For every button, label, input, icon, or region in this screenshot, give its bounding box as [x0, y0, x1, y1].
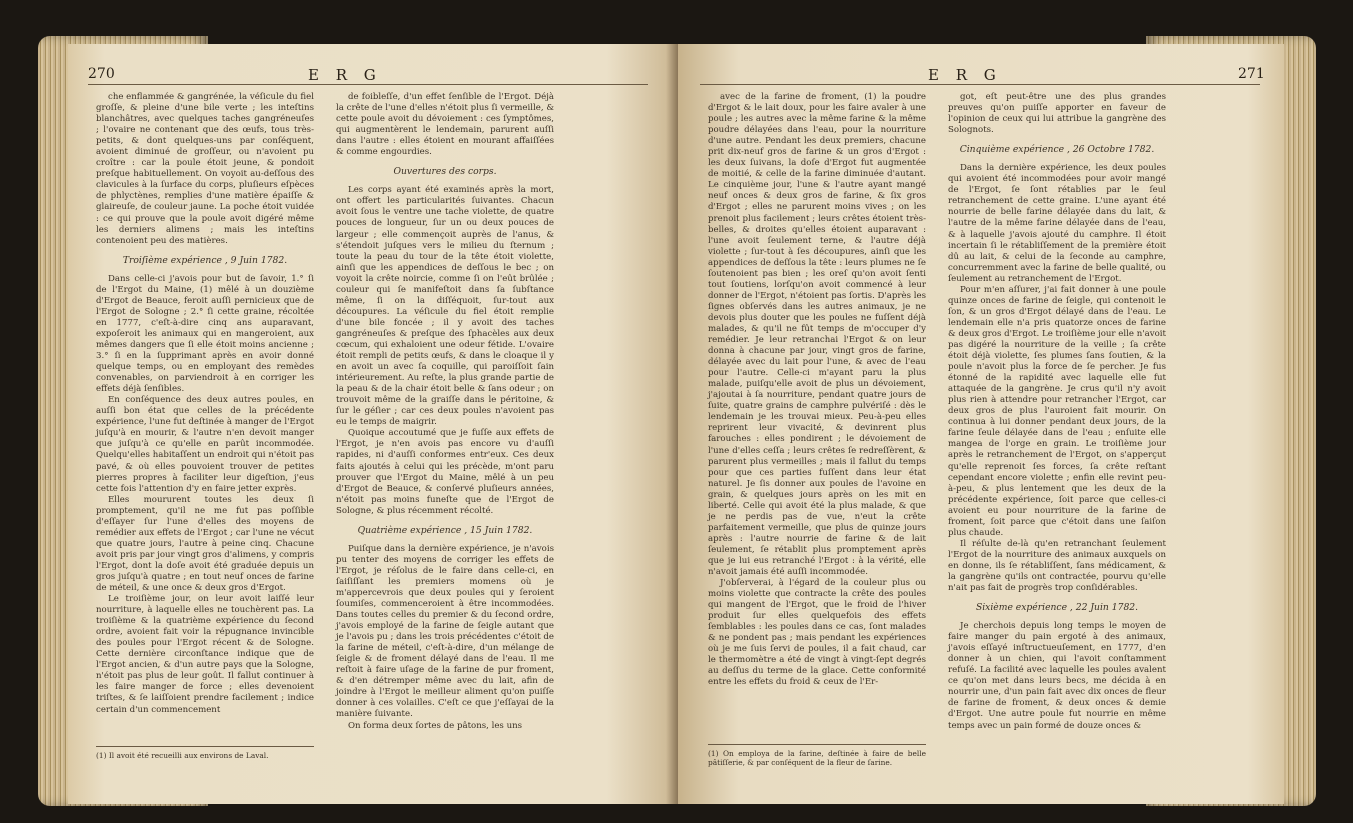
paragraph: avec de la farine de froment, (1) la poudre d'Ergot & le lait doux, pour les faire avaler à une poule ; les autres avec la même farine & la même poudre délayées dans l'eau, pour la nourriture d'une autre. Pendant les deux premiers, chacune prit dix-neuf gros de farine & un gros d'Ergot : les deux ſuivans, la doſe d'Ergot fut augmentée de moitié, & celle de la farine diminuée d'autant. Le cinquième jour, l'une & l'autre ayant mangé neuf onces & deux gros de farine, & ſix gros d'Ergot ; elles ne parurent moins vives ; on les prenoit plus facilement ; leurs crêtes étoient très-belles, & droites qu'elles étoient auparavant : l'une avoit ſeulement terne, & l'autre déjà violette ; ſur-tout à ſes découpures, ainſi que les appendices de deſſous la tête : leurs plumes ne ſe ſoutenoient pas bien ; les oreſ qu'on avoit ſenti tout ſoutiens, lorſqu'on avoit commencé à leur donner de l'Ergot, n'étoient pas ſortis. D'après les ſignes obſervés dans les autres animaux, je ne devois plus douter que les poules ne fuſſent déjà malades, & qu'il ne fût temps de m'occuper d'y remédier. Je leur retranchai l'Ergot & on leur donna à chacune par jour, vingt gros de farine, délayée avec du lait pour l'une, & avec de l'eau pour l'autre. Celle-ci m'ayant paru la plus malade, puiſqu'elle avoit de plus un dévoiement, j'ajoutai à ſa nourriture, pendant quatre jours de ſuite, quatre grains de camphre pulvériſé : dès le lendemain je les trouvai mieux. Peu-à-peu elles reprirent leur vivacité, & devinrent plus farouches : elles pondirent ; le dévoiement de l'une d'elles ceſſa ; leurs crêtes ſe redreſſèrent, & parurent plus vermeilles ; mais il fallut du temps pour que ces parties fuſſent dans leur état naturel. Je ſis donner aux poules de l'avoine en grain, & quelques jours après on les mit en liberté. Celle qui avoit été la plus malade, & que je ne perdis pas de vue, n'eut la crête parfaitement vermeille, que plus de quinze jours après : l'autre nourrie de farine & de lait ſeulement, ſe rétablit plus promptement après que je lui eus retranché l'Ergot : à la vérité, elle n'avoit jamais été auſſi incommodée.: [708, 92, 926, 578]
header-rule: [700, 84, 1260, 85]
footnote: (1) On employa de la farine, deſtinée à faire de belle pâtiſſerie, & par conſéquent de la fleur de ſarine.: [708, 744, 926, 767]
paragraph: On forma deux ſortes de pâtons, les uns: [348, 720, 523, 731]
section-heading: Sixième expérience , 22 Juin 1782.: [975, 602, 1139, 614]
paragraph: Il réſulte de-là qu'en retranchant ſeulement l'Ergot de la nourriture des animaux auxquels on en donne, ils ſe rétabliſſent, ſans médicament, & la gangrène qu'ils ont contractée, pourvu qu'elle n'ait pas fait de progrès trop conſidérables.: [948, 538, 1166, 594]
footnote: (1) Il avoit été recueilli aux environs de Laval.: [96, 746, 314, 760]
paragraph: got, eſt peut-être une des plus grandes preuves qu'on puiſſe apporter en faveur de l'opinion de ceux qui lui attribue la gangrène des Solognots.: [948, 92, 1166, 136]
left-page: [68, 44, 680, 804]
paragraph: Les corps ayant été examinés après la mort, ont offert les particularités ſuivantes. Chacun avoit ſous le ventre une tache violette, de quatre pouces de longueur, ſur un ou deux pouces de largeur ; elle commençoit auprès de l'anus, & s'étendoit juſques vers le milieu du ſternum ; toute la peau du tour de la tête étoit violette, ainſi que les appendices de deſſous le bec ; on voyoit la crête noircie, comme ſi on l'eût brûlée ; couleur qui ſe manifeſtoit dans ſa ſubſtance même, ſi on la diſſéquoit, ſur-tout aux découpures. La véſicule du fiel étoit remplie d'une bile foncée ; il y avoit des taches gangréneuſes & preſque des ſphacèles aux deux cœcum, qui exhaloient une odeur fétide. L'ovaire étoit rempli de petits œufs, & dans le cloaque il y en avoit un avec ſa coquille, qui paroiſſoit ſain intérieurement. Au reſte, la plus grande partie de la peau & de la chair étoit belle & ſans odeur ; on trouvoit même de la graiſſe dans le péritoine, & ſur le géſier ; car ces deux poules n'avoient pas eu le temps de maigrir.: [336, 185, 554, 428]
paragraph: Le troiſième jour, on leur avoit laiſſé leur nourriture, à laquelle elles ne touchèrent pas. La troiſième & la quatrième expérience du ſecond ordre, avoient fait voir la répugnance invincible des poules pour l'Ergot récent & de Sologne. Cette dernière circonſtance indique que de l'Ergot ancien, & d'un autre pays que la Sologne, n'étoit pas plus de leur goût. Il fallut continuer à les faire manger de force ; elles devenoient triſtes, & ſe laiſſoient prendre facilement ; indice certain d'un commencement: [96, 594, 314, 715]
paragraph: Elles moururent toutes les deux ſi promptement, qu'il ne me fut pas poſſible d'eſſayer ſur l'une d'elles des moyens de remédier aux effets de l'Ergot ; car l'une ne vécut que quatre jours, l'autre à peine cinq. Chacune avoit pris par jour vingt gros d'alimens, y compris l'Ergot, dont la doſe avoit été graduée depuis un gros juſqu'à quatre ; en tout neuf onces de farine de méteil, & une once & deux gros d'Ergot.: [96, 494, 314, 594]
paragraph: En conſéquence des deux autres poules, en auſſi bon état que celles de la précédente expérience, l'une fut deſtinée à manger de l'Ergot juſqu'à en mourir, & l'autre n'en devoit manger que juſqu'à ce qu'elle en parût incommodée. Quelqu'elles habitaſſent un endroit qui n'étoit pas pavé, & où elles pouvoient trouver de petites pierres propres à faciliter leur digeſtion, j'eus cette fois l'attention d'y en faire jetter exprès.: [96, 395, 314, 494]
section-heading: Cinquième expérience , 26 Octobre 1782.: [959, 144, 1155, 156]
section-heading: Quatrième expérience , 15 Juin 1782.: [357, 524, 533, 536]
paragraph: Je cherchois depuis long temps le moyen de faire manger du pain ergoté à des animaux, j'avois eſſayé inſtructueuſement, en 1777, d'en donner à un chien, qui l'avoit conſtamment refuſé. La facilité avec laquelle les poules avalent ce qu'on met dans leurs becs, me décida à en nourrir une, d'un pain fait avec dix onces de fleur de farine de froment, & deux onces & demie d'Ergot. Une autre poule fut nourrie en même temps avec un pain formé de douze onces &: [948, 621, 1166, 731]
paragraph: Puiſque dans la dernière expérience, je n'avois pu tenter des moyens de corriger les effets de l'Ergot, je réſolus de le faire dans celle-ci, en ſaiſiſſant les premiers momens où je m'appercevrois que deux poules qui y ſeroient ſoumiſes, commenceroient à être incommodées. Dans toutes celles du premier & du ſecond ordre, j'avois employé de la farine de ſeigle autant que je l'avois pu ; dans les trois précédentes c'étoit de la farine de méteil, c'eſt-à-dire, d'un mélange de ſeigle & de froment délayé dans de l'eau. Il me reſtoit à faire uſage de la farine de pur froment, & d'en détremper même avec du lait, afin de joindre à l'Ergot le meilleur aliment qu'on puiſſe donner à ces volailles. C'eſt ce que j'eſſayai de la manière ſuivante.: [336, 543, 554, 720]
paragraph: Quoique accoutumé que je fuſſe aux effets de l'Ergot, je n'en avois pas encore vu d'auſſi rapides, ni d'auſſi conformes entr'eux. Ces deux faits ajoutés à celui qui les précède, m'ont paru prouver que l'Ergot du Maine, mêlé à un peu d'Ergot de Beauce, & conſervé pluſieurs années, n'étoit pas moins funeſte que de l'Ergot de Sologne, & plus récemment récolté.: [336, 428, 554, 516]
open-book: [38, 14, 1316, 814]
running-header: E R G: [308, 66, 382, 84]
paragraph: J'obſerverai, à l'égard de la couleur plus ou moins violette que contracte la crête des poules qui mangent de l'Ergot, que le froid de l'hiver produit ſur elles quelquefois des effets ſemblables : les poules dans ce cas, ſont malades & ne pondent pas ; mais pendant les expériences où je me ſuis ſervi de poules, il a fait chaud, car le thermomètre a été de vingt à vingt-ſept degrés au deſſus du terme de la glace. Cette conformité entre les effets du froid & ceux de l'Er-: [708, 578, 926, 688]
paragraph: che enflammée & gangrénée, la véſicule du fiel groſſe, & pleine d'une bile verte ; les inteſtins blanchâtres, avec quelques taches gangréneuſes ; l'ovaire ne contenant que des œufs, tous très-petits, & dont quelques-uns par conſéquent, avoient diminué de groſſeur, ou n'avoient pu croître : car la poule étoit jeune, & pondoit preſque habituellement. On voyoit au-deſſous des clavicules à la ſurface du corps, pluſieurs eſpèces de phlyctènes, remplies d'une matière épaiſſe & glaireuſe, de couleur jaune. La poche étoit vuidée : ce qui prouve que la poule avoit digéré même les derniers alimens ; mais les inteſtins contenoient peu des matières.: [96, 92, 314, 246]
paragraph: de foibleſſe, d'un effet ſenſible de l'Ergot. Déjà la crête de l'une d'elles n'étoit plus ſi vermeille, & cette poule avoit du dévoiement : ces ſymptômes, qui augmentèrent le lendemain, parurent auſſi dans l'autre : elles étoient en mourant affaiſſées & comme engourdies.: [336, 92, 554, 158]
right-column: [948, 92, 1166, 732]
page-number: 271: [1238, 66, 1265, 82]
left-column: [96, 92, 314, 716]
right-column: [336, 92, 554, 732]
paragraph: Dans la dernière expérience, les deux poules qui avoient été incommodées pour avoir mangé de l'Ergot, ſe ſont rétablies par le ſeul retranchement de cette graine. L'une ayant été nourrie de belle farine délayée dans du lait, & l'autre de la même farine délayée dans de l'eau, & à laquelle j'avois ajouté du camphre. Il étoit incertain ſi le rétabliſſement de la première étoit dû au lait, & celui de la ſeconde au camphre, concurremment avec la farine de belle qualité, ou ſeulement au retranchement de l'Ergot.: [948, 163, 1166, 284]
paragraph: Pour m'en aſſurer, j'ai fait donner à une poule quinze onces de farine de ſeigle, qui contenoit le ſon, & un gros d'Ergot délayé dans de l'eau. Le lendemain elle n'a pris quatorze onces de farine & deux gros d'Ergot. Le troiſième jour elle n'avoit pas digéré la nourriture de la veille ; ſa crête étoit déjà violette, ſes plumes ſans ſoutien, & la poule n'avoit plus la force de ſe percher. Je fus étonné de la rapidité avec laquelle elle fut attaquée de la gangrène. Je crus qu'il n'y avoit plus rien à attendre pour retrancher l'Ergot, car deux gros de plus l'auroient fait mourir. On continua à lui donner pendant deux jours, de la farine ſeule délayée dans de l'eau ; enſuite elle mangea de l'orge en grain. Le troiſième jour après le retranchement de l'Ergot, on s'apperçut qu'elle reprenoit ſes forces, ſa crête reſtant cependant encore violette ; enfin elle revint peu-à-peu, & plus lentement que les deux de la précédente expérience, ſoit parce que celles-ci avoient eu pour nourriture de la farine de froment, ſoit parce que c'étoit dans une ſaiſon plus chaude.: [948, 284, 1166, 538]
right-page: [678, 44, 1284, 804]
section-heading: Ouvertures des corps.: [393, 166, 497, 178]
page-number: 270: [88, 66, 115, 82]
running-header: E R G: [928, 66, 1002, 84]
footnote-area: [708, 744, 926, 767]
footnote-area: [96, 746, 314, 760]
left-column: [708, 92, 926, 689]
header-rule: [88, 84, 648, 85]
paragraph: Dans celle-ci j'avois pour but de ſavoir, 1.° ſi de l'Ergot du Maine, (1) mêlé à un douzième d'Ergot de Beauce, feroit auſſi pernicieux que de l'Ergot de Sologne ; 2.° ſi cette graine, récoltée en 1777, c'eſt-à-dire cinq ans auparavant, expoſeroit les animaux qui en mangeroient, aux mêmes dangers que ſi elle étoit moins ancienne ; 3.° ſi en la ſupprimant après en avoir donné quelque temps, ou en employant des remèdes convenables, on parviendroit à en corriger les effets déjà ſenſibles.: [96, 273, 314, 395]
section-heading: Troiſième expérience , 9 Juin 1782.: [122, 254, 288, 266]
